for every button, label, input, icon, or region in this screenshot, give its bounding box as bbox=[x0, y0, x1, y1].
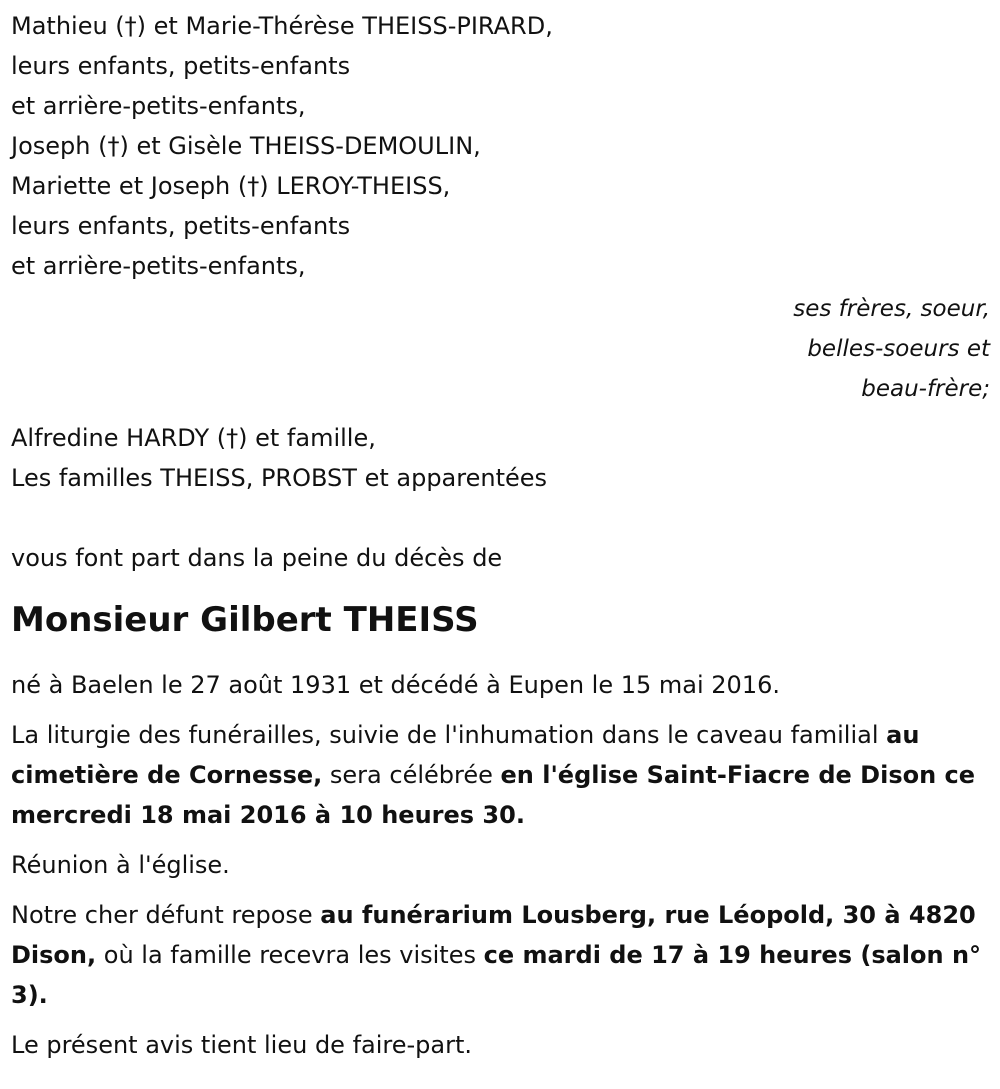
other-family-block bbox=[11, 418, 990, 498]
deceased-name: Monsieur Gilbert THEISS bbox=[11, 600, 479, 640]
announcement-text: vous font part dans la peine du décès de bbox=[11, 544, 503, 572]
visiting-hours-text: ce mardi de 17 à 19 heures (salon n° 3). bbox=[11, 941, 982, 1009]
family-line: Mariette et Joseph (†) LEROY-THEISS, bbox=[11, 172, 451, 200]
family-line: Joseph (†) et Gisèle THEISS-DEMOULIN, bbox=[11, 132, 481, 160]
closing-text: Le présent avis tient lieu de faire-part. bbox=[11, 1031, 473, 1059]
family-line: leurs enfants, petits-enfants bbox=[11, 212, 351, 240]
relation-line: ses frères, soeur, bbox=[793, 296, 990, 322]
relation-line: beau-frère; bbox=[861, 376, 990, 402]
church-service-text: en l'église Saint-Fiacre de Dison ce mercredi 18 mai 2016 à 10 heures 30. bbox=[11, 761, 976, 829]
relation-block bbox=[11, 289, 990, 409]
liturgy-text: sera célébrée bbox=[322, 761, 501, 789]
relation-line: belles-soeurs et bbox=[807, 336, 990, 362]
spacer bbox=[11, 498, 990, 538]
rest-paragraph bbox=[11, 895, 990, 1015]
family-line: Mathieu (†) et Marie-Thérèse THEISS-PIRARD, bbox=[11, 12, 553, 40]
obituary-notice bbox=[11, 6, 990, 1065]
rest-text: où la famille recevra les visites bbox=[96, 941, 484, 969]
funeral-home-text: au funérarium Lousberg, rue Léopold, 30 à 4820 Dison, bbox=[11, 901, 976, 969]
other-family-line: Alfredine HARDY (†) et famille, bbox=[11, 424, 376, 452]
other-family-line: Les familles THEISS, PROBST et apparentées bbox=[11, 464, 548, 492]
birth-death-text: né à Baelen le 27 août 1931 et décédé à Eupen le 15 mai 2016. bbox=[11, 671, 780, 699]
cemetery-text: au cimetière de Cornesse, bbox=[11, 721, 920, 789]
meeting-text: Réunion à l'église. bbox=[11, 851, 230, 879]
rest-text: Notre cher défunt repose bbox=[11, 901, 321, 929]
family-block bbox=[11, 6, 990, 286]
liturgy-paragraph bbox=[11, 715, 990, 835]
family-line: et arrière-petits-enfants, bbox=[11, 92, 306, 120]
family-line: leurs enfants, petits-enfants bbox=[11, 52, 351, 80]
family-line: et arrière-petits-enfants, bbox=[11, 252, 306, 280]
liturgy-text: La liturgie des funérailles, suivie de l'inhumation dans le caveau familial bbox=[11, 721, 887, 749]
